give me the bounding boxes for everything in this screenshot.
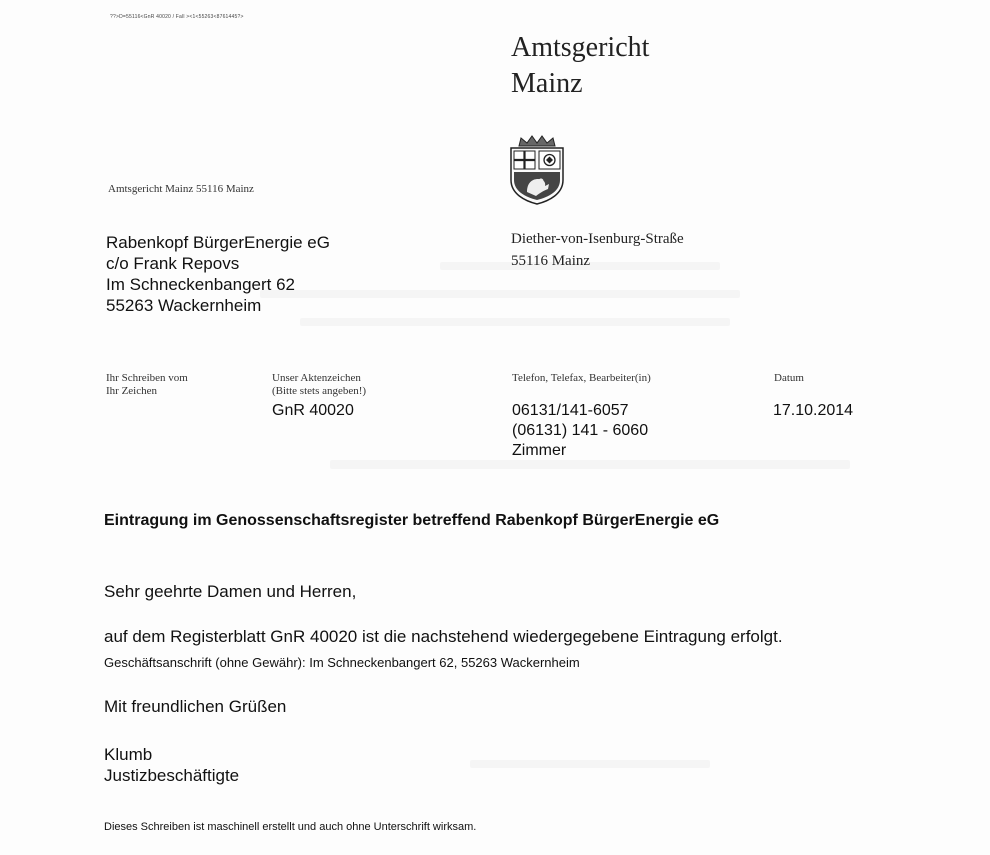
date-value: 17.10.2014 [773,402,854,419]
your-ref-label-text: Ihr Zeichen [106,385,157,397]
court-heading [511,30,649,102]
phone-number: 06131/141-6057 [512,402,629,419]
our-ref-label-text: Unser Aktenzeichen [272,372,361,384]
recipient-line: Rabenkopf BürgerEnergie eG [106,233,330,252]
show-through-mark [260,290,740,298]
closing-phrase: Mit freundlichen Grüßen [104,697,287,716]
your-letter-label [106,372,188,398]
signer-title: Justizbeschäftigte [104,766,240,785]
business-address-note: Geschäftsanschrift (ohne Gewähr): Im Schneckenbangert 62, 55263 Wackernheim [104,655,580,670]
our-ref-hint-text: (Bitte stets angeben!) [272,385,367,397]
our-ref-label [272,372,366,398]
barcode-line: ??>D=55116<GnR 40020 / Fall ><1<55263<8761445?> [110,14,244,20]
show-through-mark [300,318,730,326]
room-label: Zimmer [512,442,567,459]
court-address [511,228,684,272]
date-label: Datum [774,372,804,384]
contact-label: Telefon, Telefax, Bearbeiter(in) [512,372,651,384]
signer-name: Klumb [104,745,153,764]
court-street: Diether-von-Isenburg-Straße [511,231,684,247]
contact-block [512,401,648,461]
sender-return-address: Amtsgericht Mainz 55116 Mainz [108,183,254,195]
recipient-line: Im Schneckenbangert 62 [106,275,296,294]
signer-block [104,744,239,786]
fax-number: (06131) 141 - 6060 [512,422,649,439]
machine-generated-note: Dieses Schreiben ist maschinell erstellt und auch ohne Unterschrift wirksam. [104,821,477,833]
salutation: Sehr geehrte Damen und Herren, [104,582,357,601]
court-heading-line1: Amtsgericht [511,32,650,63]
recipient-address [106,232,330,316]
recipient-line: c/o Frank Repovs [106,254,240,273]
court-heading-line2: Mainz [511,68,583,99]
our-ref-value: GnR 40020 [272,402,354,419]
court-city: 55116 Mainz [511,253,591,269]
recipient-line: 55263 Wackernheim [106,296,262,315]
show-through-mark [330,460,850,469]
coat-of-arms-icon [505,134,569,206]
show-through-mark [470,760,710,768]
subject-line: Eintragung im Genossenschaftsregister betreffend Rabenkopf BürgerEnergie eG [104,512,720,529]
body-text: auf dem Registerblatt GnR 40020 ist die nachstehend wiedergegebene Eintragung erfolgt. [104,627,783,646]
your-letter-label-text: Ihr Schreiben vom [106,372,188,384]
